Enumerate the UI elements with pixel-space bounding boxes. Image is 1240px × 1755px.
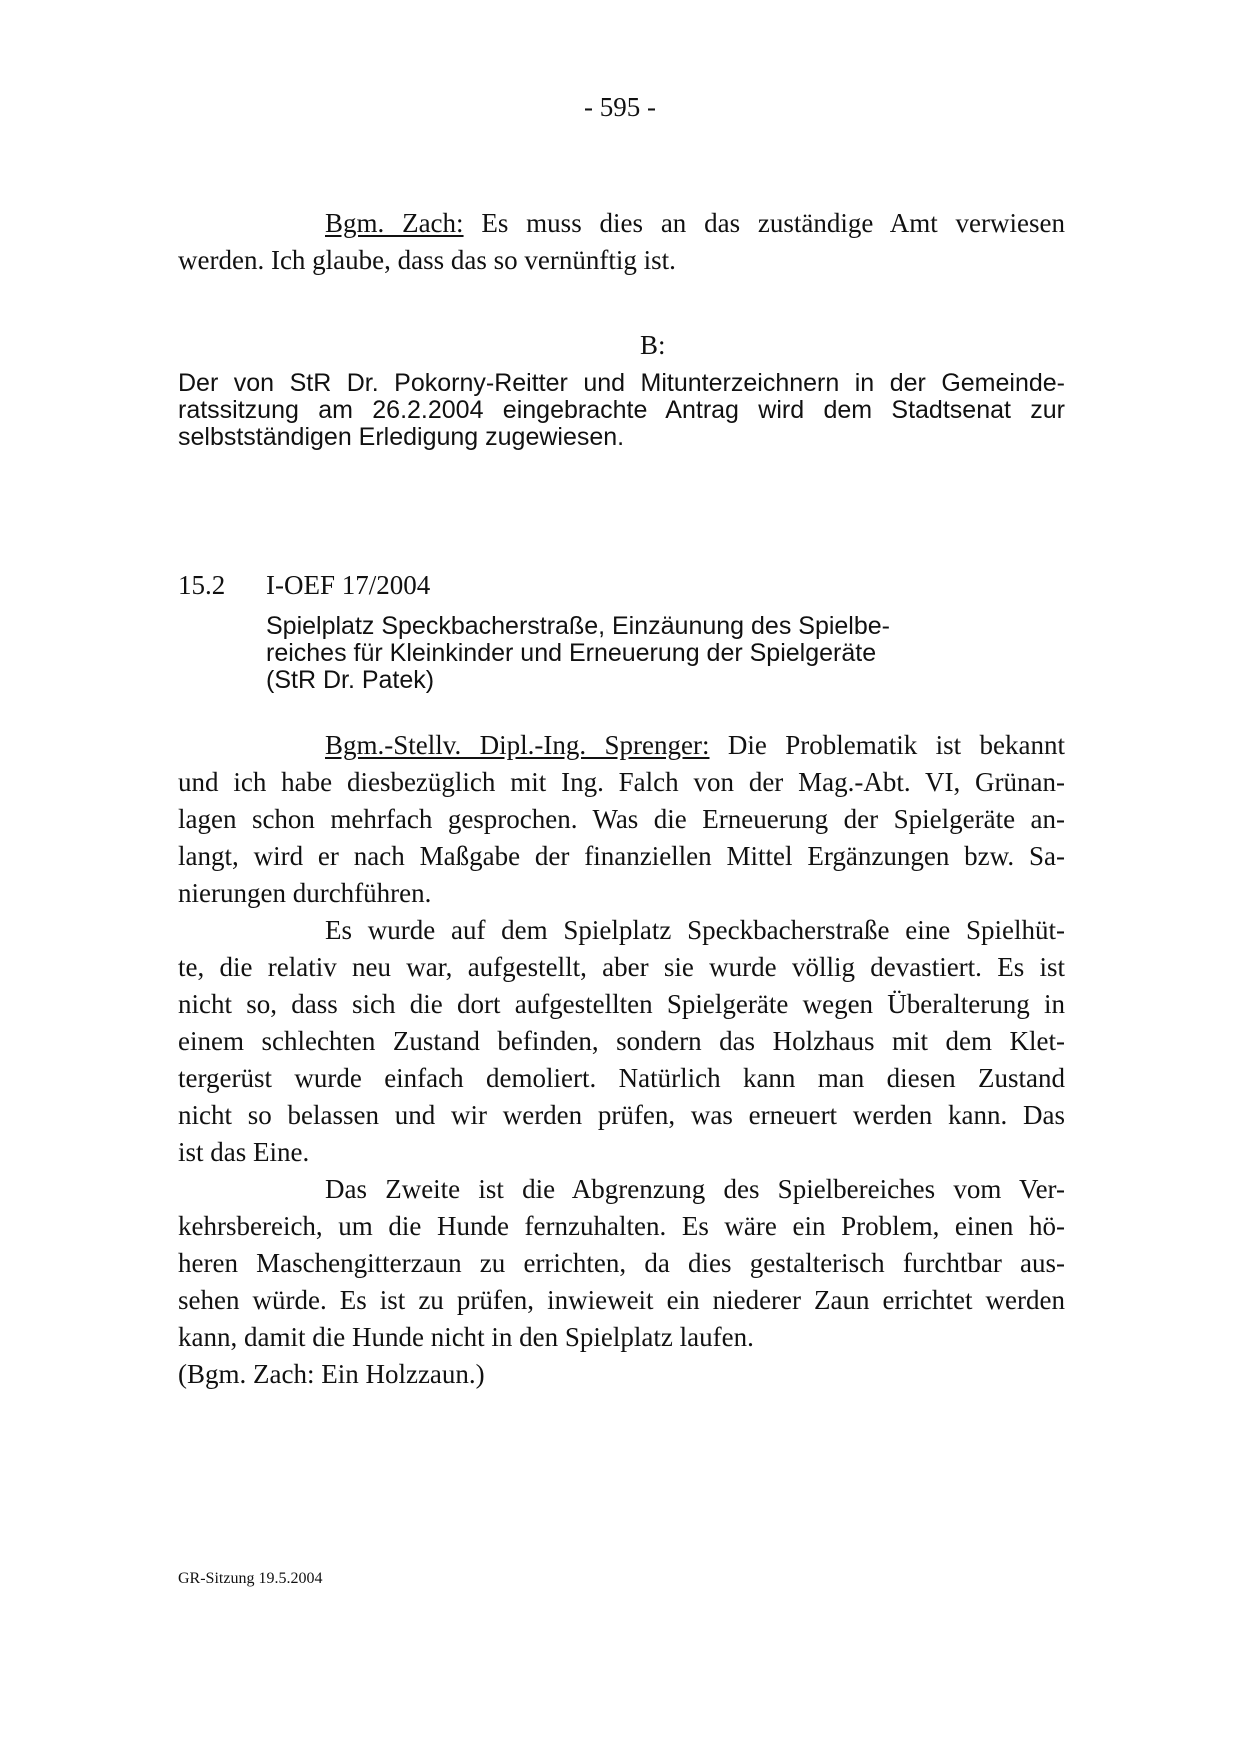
statement-line: kehrsbereich, um die Hunde fernzuhalten. Es wäre ein Problem, einen hö-: [178, 1211, 1065, 1241]
resolution-text: [178, 370, 1065, 451]
item-description-line: (StR Dr. Patek): [266, 666, 435, 694]
statement-sprenger: [178, 727, 1065, 1393]
statement-line: te, die relativ neu war, aufgestellt, aber sie wurde völlig devastiert. Es ist: [178, 952, 1065, 982]
statement-line: nicht so belassen und wir werden prüfen, was erneuert werden kann. Das: [178, 1100, 1065, 1130]
statement-line: werden. Ich glaube, dass das so vernünftig ist.: [178, 245, 676, 275]
speaker-name: Bgm.-Stellv. Dipl.-Ing. Sprenger:: [325, 730, 710, 760]
statement-line: kann, damit die Hunde nicht in den Spielplatz laufen.: [178, 1322, 754, 1352]
item-description-line: Spielplatz Speckbacherstraße, Einzäunung des Spielbe-: [266, 612, 890, 640]
statement-line: Es wurde auf dem Spielplatz Speckbacherstraße eine Spielhüt-: [325, 915, 1065, 945]
item-description-line: reiches für Kleinkinder und Erneuerung der Spielgeräte: [266, 639, 877, 667]
speaker-name: Bgm. Zach:: [325, 208, 464, 238]
statement-line: nicht so, dass sich die dort aufgestellten Spielgeräte wegen Überalterung in: [178, 989, 1065, 1019]
statement-bgm-zach: [178, 205, 1065, 279]
statement-line: und ich habe diesbezüglich mit Ing. Falch von der Mag.-Abt. VI, Grünan-: [178, 767, 1065, 797]
item-code: I-OEF 17/2004: [266, 570, 431, 600]
interjection: (Bgm. Zach: Ein Holzzaun.): [178, 1359, 485, 1389]
footer: GR-Sitzung 19.5.2004: [178, 1570, 323, 1587]
resolution-line: ratssitzung am 26.2.2004 eingebrachte Antrag wird dem Stadtsenat zur: [178, 396, 1065, 424]
item-description: [266, 613, 890, 694]
statement-line: heren Maschengitterzaun zu errichten, da dies gestalterisch furchtbar aus-: [178, 1248, 1065, 1278]
statement-line: sehen würde. Es ist zu prüfen, inwieweit ein niederer Zaun errichtet werden: [178, 1285, 1065, 1315]
resolution-line: Der von StR Dr. Pokorny-Reitter und Mitunterzeichnern in der Gemeinde-: [178, 369, 1065, 397]
statement-line: tergerüst wurde einfach demoliert. Natürlich kann man diesen Zustand: [178, 1063, 1065, 1093]
statement-line: nierungen durchführen.: [178, 878, 432, 908]
statement-line: einem schlechten Zustand befinden, sondern das Holzhaus mit dem Klet-: [178, 1026, 1065, 1056]
item-number: 15.2: [178, 570, 226, 600]
statement-line: Das Zweite ist die Abgrenzung des Spielbereiches vom Ver-: [325, 1174, 1065, 1204]
resolution-label: B:: [640, 330, 666, 360]
statement-line: langt, wird er nach Maßgabe der finanziellen Mittel Ergänzungen bzw. Sa-: [178, 841, 1065, 871]
resolution-line: selbstständigen Erledigung zugewiesen.: [178, 423, 625, 451]
statement-line: lagen schon mehrfach gesprochen. Was die Erneuerung der Spielgeräte an-: [178, 804, 1065, 834]
statement-line: ist das Eine.: [178, 1137, 310, 1167]
page-number: - 595 -: [584, 92, 656, 122]
statement-line: Bgm. Zach: Es muss dies an das zuständige Amt verwiesen: [325, 208, 1065, 238]
statement-line: Bgm.-Stellv. Dipl.-Ing. Sprenger: Die Problematik ist bekannt: [325, 730, 1065, 760]
